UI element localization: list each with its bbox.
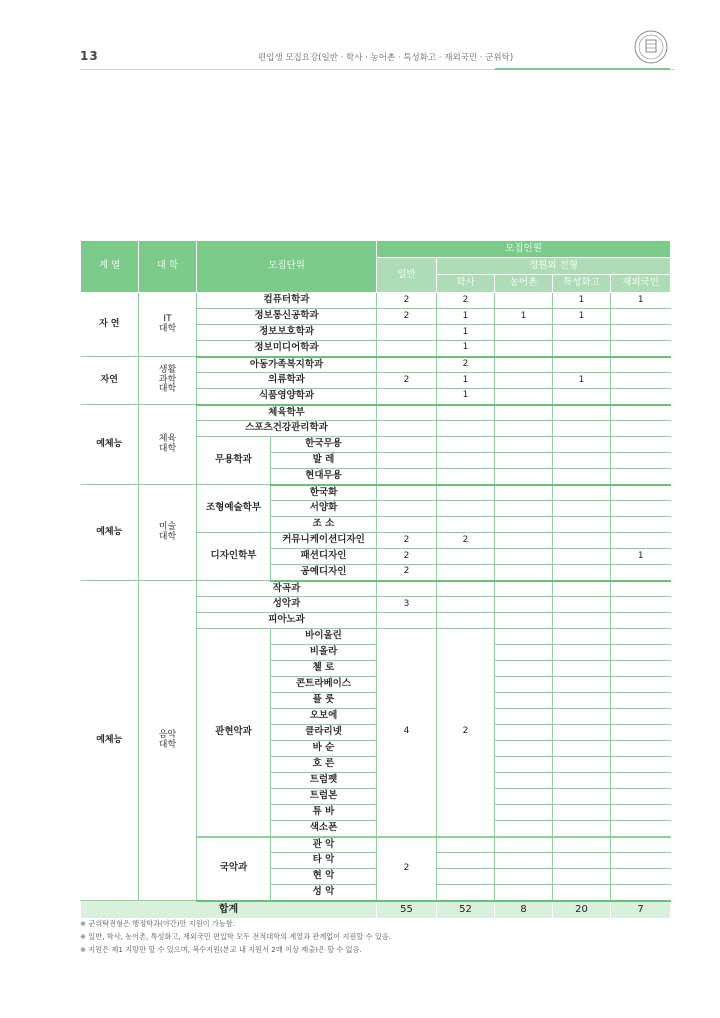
major-cell: 클라리넷 bbox=[271, 725, 377, 741]
major-cell: 호 른 bbox=[271, 757, 377, 773]
major-cell: 첼 로 bbox=[271, 661, 377, 677]
unit-cell: 컴퓨터학과 bbox=[197, 293, 377, 309]
general-cell: 2 bbox=[377, 565, 437, 581]
total-general: 55 bbox=[377, 901, 437, 919]
field-cell: 자 연 bbox=[81, 293, 139, 357]
vocational-cell: 1 bbox=[553, 373, 611, 389]
unit-cell: 작곡과 bbox=[197, 581, 377, 597]
major-cell: 현 악 bbox=[271, 869, 377, 885]
page-number: 13 bbox=[80, 49, 99, 63]
col-header-field: 계 열 bbox=[81, 241, 139, 293]
bachelor-cell: 2 bbox=[437, 533, 495, 549]
col-header-rural: 농어촌 bbox=[495, 275, 553, 293]
college-cell: 체육 대학 bbox=[139, 405, 197, 485]
field-cell: 예체능 bbox=[81, 581, 139, 901]
unit-cell: 정보미디어학과 bbox=[197, 341, 377, 357]
overseas-cell: 1 bbox=[611, 549, 671, 565]
bachelor-cell: 1 bbox=[437, 325, 495, 341]
total-label: 합계 bbox=[81, 901, 377, 919]
bachelor-cell: 1 bbox=[437, 373, 495, 389]
footnote: ※ 일반, 학사, 농어촌, 특성화고, 재외국민 편입학 모두 전적대학의 계열과 관계없이 지원할 수 있음. bbox=[80, 932, 391, 941]
major-cell: 현대무용 bbox=[271, 469, 377, 485]
field-cell: 자연 bbox=[81, 357, 139, 405]
major-cell: 공예디자인 bbox=[271, 565, 377, 581]
rural-cell bbox=[495, 293, 553, 309]
overseas-cell: 1 bbox=[611, 293, 671, 309]
vocational-cell: 1 bbox=[553, 309, 611, 325]
major-cell: 비올라 bbox=[271, 645, 377, 661]
dept-cell: 무용학과 bbox=[197, 437, 271, 485]
major-cell: 커뮤니케이션디자인 bbox=[271, 533, 377, 549]
major-cell: 오보에 bbox=[271, 709, 377, 725]
bachelor-cell: 2 bbox=[437, 357, 495, 373]
total-bachelor: 52 bbox=[437, 901, 495, 919]
bachelor-cell: 1 bbox=[437, 389, 495, 405]
college-cell: IT 대학 bbox=[139, 293, 197, 357]
table-row bbox=[81, 485, 671, 501]
college-cell: 생활 과학 대학 bbox=[139, 357, 197, 405]
unit-cell: 체육학부 bbox=[197, 405, 377, 421]
major-cell: 바이올린 bbox=[271, 629, 377, 645]
major-cell: 색소폰 bbox=[271, 821, 377, 837]
table-row bbox=[81, 357, 671, 373]
general-cell: 2 bbox=[377, 293, 437, 309]
major-cell: 관 악 bbox=[271, 837, 377, 853]
bachelor-cell: 1 bbox=[437, 309, 495, 325]
total-vocational: 20 bbox=[553, 901, 611, 919]
header-accent-line bbox=[495, 68, 670, 70]
total-rural: 8 bbox=[495, 901, 553, 919]
major-cell: 트럼펫 bbox=[271, 773, 377, 789]
table-row bbox=[81, 293, 671, 309]
bachelor-cell: 2 bbox=[437, 293, 495, 309]
unit-cell: 식품영양학과 bbox=[197, 389, 377, 405]
general-cell: 2 bbox=[377, 373, 437, 389]
general-cell bbox=[377, 325, 437, 341]
major-cell: 트럼본 bbox=[271, 789, 377, 805]
general-cell: 2 bbox=[377, 309, 437, 325]
major-cell: 패션디자인 bbox=[271, 549, 377, 565]
unit-cell: 의류학과 bbox=[197, 373, 377, 389]
field-cell: 예체능 bbox=[81, 405, 139, 485]
unit-cell: 스포츠건강관리학과 bbox=[197, 421, 377, 437]
college-cell: 음악 대학 bbox=[139, 581, 197, 901]
col-header-special: 정원외 전형 bbox=[437, 258, 671, 275]
footnote: ※ 지원은 제1 지망만 할 수 있으며, 복수지원(본교 내 지원서 2매 이상 제출)은 할 수 없음. bbox=[80, 945, 362, 954]
recruitment-table bbox=[80, 240, 671, 919]
total-row bbox=[81, 901, 671, 919]
col-header-overseas: 재외국민 bbox=[611, 275, 671, 293]
bachelor-cell: 2 bbox=[437, 629, 495, 837]
overseas-cell bbox=[611, 309, 671, 325]
unit-cell: 피아노과 bbox=[197, 613, 377, 629]
footnote: ※ 군위탁전형은 행정학과(야간)만 지원이 가능함. bbox=[80, 919, 235, 928]
table-row bbox=[81, 581, 671, 597]
rural-cell: 1 bbox=[495, 309, 553, 325]
major-cell: 콘트라베이스 bbox=[271, 677, 377, 693]
major-cell: 플 룻 bbox=[271, 693, 377, 709]
unit-cell: 정보보호학과 bbox=[197, 325, 377, 341]
col-header-college: 대 학 bbox=[139, 241, 197, 293]
major-cell: 튜 바 bbox=[271, 805, 377, 821]
table-row bbox=[81, 405, 671, 421]
general-cell: 2 bbox=[377, 549, 437, 565]
dept-cell: 조형예술학부 bbox=[197, 485, 271, 533]
page-header-title: 편입생 모집요강(일반 · 학사 · 농어촌 · 특성화고 · 재외국민 · 군위탁) bbox=[258, 53, 514, 63]
col-header-quota: 모집인원 bbox=[377, 241, 671, 258]
major-cell: 바 순 bbox=[271, 741, 377, 757]
col-header-general: 일반 bbox=[377, 258, 437, 293]
major-cell: 한국무용 bbox=[271, 437, 377, 453]
general-cell bbox=[377, 341, 437, 357]
col-header-bachelor: 학사 bbox=[437, 275, 495, 293]
general-cell: 3 bbox=[377, 597, 437, 613]
unit-cell: 아동가족복지학과 bbox=[197, 357, 377, 373]
university-seal-icon bbox=[634, 30, 668, 64]
vocational-cell: 1 bbox=[553, 293, 611, 309]
major-cell: 발 레 bbox=[271, 453, 377, 469]
general-cell: 4 bbox=[377, 629, 437, 837]
general-cell: 2 bbox=[377, 533, 437, 549]
unit-cell: 정보통신공학과 bbox=[197, 309, 377, 325]
unit-cell: 성악과 bbox=[197, 597, 377, 613]
major-cell: 조 소 bbox=[271, 517, 377, 533]
general-cell: 2 bbox=[377, 837, 437, 901]
dept-cell: 관현악과 bbox=[197, 629, 271, 837]
dept-cell: 디자인학부 bbox=[197, 533, 271, 581]
major-cell: 한국화 bbox=[271, 485, 377, 501]
col-header-unit: 모집단위 bbox=[197, 241, 377, 293]
footnotes bbox=[80, 917, 391, 956]
bachelor-cell: 1 bbox=[437, 341, 495, 357]
col-header-vocational: 특성화고 bbox=[553, 275, 611, 293]
major-cell: 타 악 bbox=[271, 853, 377, 869]
college-cell: 미술 대학 bbox=[139, 485, 197, 581]
major-cell: 성 악 bbox=[271, 885, 377, 901]
field-cell: 예체능 bbox=[81, 485, 139, 581]
dept-cell: 국악과 bbox=[197, 837, 271, 901]
major-cell: 서양화 bbox=[271, 501, 377, 517]
total-overseas: 7 bbox=[611, 901, 671, 919]
